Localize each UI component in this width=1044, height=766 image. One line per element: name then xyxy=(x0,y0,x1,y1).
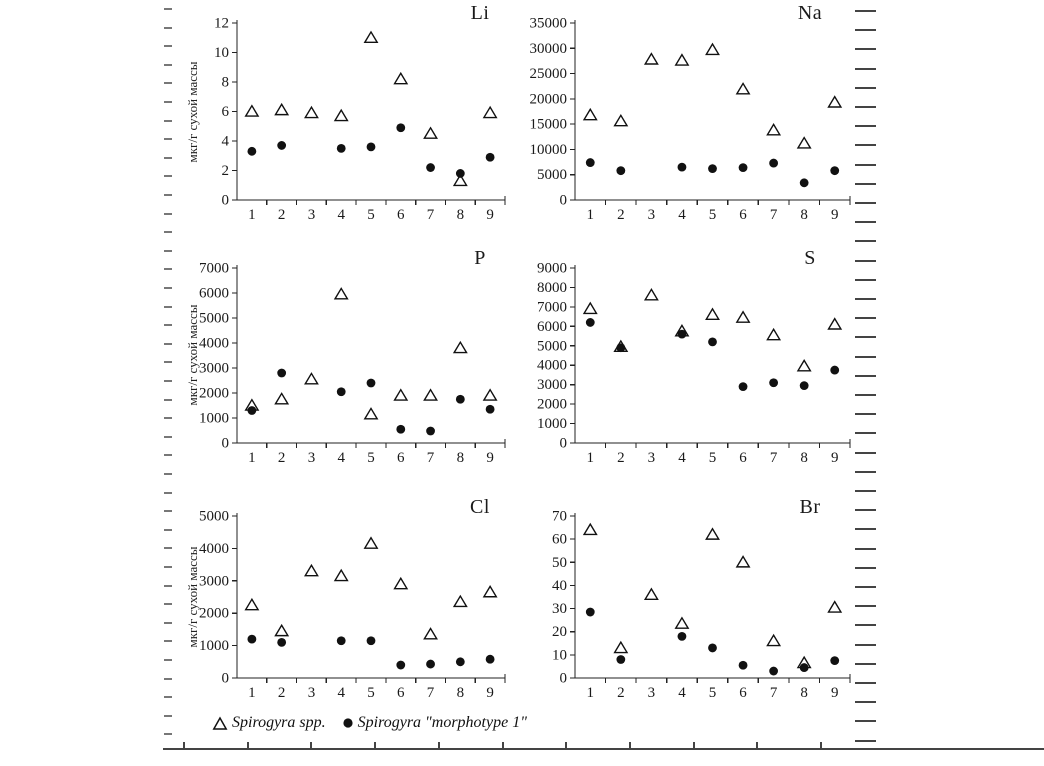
scatter-point-circle xyxy=(426,163,435,172)
axis-tick-label: 6 xyxy=(739,207,747,223)
axis-tick-label: 4000 xyxy=(537,357,567,374)
y-axis-label-li: мкг/г сухой массы xyxy=(185,61,200,163)
axis-tick-label: 1000 xyxy=(537,416,567,433)
axis-tick-label: 0 xyxy=(221,192,229,209)
axis-tick-label: 6000 xyxy=(537,318,567,335)
axis-tick-label: 9 xyxy=(486,685,494,701)
scatter-point-triangle xyxy=(246,106,258,116)
scatter-point-circle xyxy=(616,343,625,352)
axis-tick-label: 3 xyxy=(307,685,316,701)
scatter-point-triangle xyxy=(305,565,317,575)
axis-tick-label: 2 xyxy=(277,450,286,466)
axis-tick-label: 25000 xyxy=(529,66,567,83)
scatter-point-triangle xyxy=(829,97,841,107)
scatter-point-circle xyxy=(678,163,687,172)
scatter-point-circle xyxy=(800,663,809,672)
scatter-point-triangle xyxy=(767,329,779,339)
scatter-point-triangle xyxy=(767,635,779,645)
axis-tick-label: 2000 xyxy=(537,396,567,413)
axis-tick-label: 6 xyxy=(739,685,747,701)
scatter-point-circle xyxy=(586,608,595,617)
axis-tick-label: 3 xyxy=(647,207,656,223)
axis-tick-label: 2000 xyxy=(199,385,229,402)
axis-tick-label: 4 xyxy=(678,207,686,223)
bottom-ruler-tick xyxy=(629,742,631,748)
scatter-point-circle xyxy=(426,427,435,436)
axis-tick-label: 5 xyxy=(367,450,375,466)
axis-tick-label: 9 xyxy=(830,685,839,701)
ruler-tick xyxy=(855,240,876,242)
scatter-point-circle xyxy=(800,178,809,187)
scatter-point-circle xyxy=(247,635,256,644)
axis-tick-label: 3 xyxy=(647,450,656,466)
axis-tick-label: 1000 xyxy=(199,410,229,427)
axis-tick-label: 9000 xyxy=(537,260,567,277)
scatter-point-triangle xyxy=(645,54,657,64)
scatter-point-circle xyxy=(739,382,748,391)
chart-plot-s xyxy=(520,245,860,475)
axis-tick-label: 60 xyxy=(552,531,567,548)
axis-tick-label: 5000 xyxy=(199,508,229,525)
axis-tick-label: 15000 xyxy=(529,116,567,133)
bottom-ruler-line xyxy=(163,748,1044,750)
scatter-point-circle xyxy=(456,657,465,666)
scatter-point-circle xyxy=(486,153,495,162)
scatter-point-circle xyxy=(678,330,687,339)
axis-tick-label: 3000 xyxy=(199,360,229,377)
scatter-point-triangle xyxy=(645,289,657,299)
y-axis-label-p: мкг/г сухой массы xyxy=(185,304,200,406)
y-axis-label-cl: мкг/г сухой массы xyxy=(185,546,200,648)
scatter-point-triangle xyxy=(335,110,347,120)
scatter-point-circle xyxy=(678,632,687,641)
chart-title-br: Br xyxy=(799,496,821,518)
scatter-point-circle xyxy=(769,378,778,387)
axis-tick-label: 70 xyxy=(552,508,567,525)
axis-tick-label: 5000 xyxy=(199,310,229,327)
scatter-point-circle xyxy=(396,123,405,132)
scatter-point-triangle xyxy=(424,128,436,138)
axis-tick-label: 8 xyxy=(456,685,465,701)
legend-item-spirogyra-morphotype-1 xyxy=(342,714,527,732)
scatter-point-triangle xyxy=(584,524,596,534)
axis-tick-label: 4 xyxy=(337,450,345,466)
axis-tick-label: 5 xyxy=(367,685,375,701)
scatter-point-triangle xyxy=(424,628,436,638)
scatter-point-triangle xyxy=(676,55,688,65)
bottom-ruler-tick xyxy=(693,742,695,748)
scatter-point-triangle xyxy=(706,529,718,539)
chart-plot-p xyxy=(160,245,515,475)
axis-tick-label: 9 xyxy=(486,207,494,223)
axis-tick-label: 9 xyxy=(486,450,494,466)
scatter-point-triangle xyxy=(829,319,841,329)
axis-tick-label: 7 xyxy=(769,685,778,701)
scatter-point-circle xyxy=(426,660,435,669)
scatter-point-circle xyxy=(769,159,778,168)
axis-tick-label: 7000 xyxy=(537,299,567,316)
scatter-point-triangle xyxy=(335,570,347,580)
legend-label-spirogyra-spp: Spirogyra spp. xyxy=(232,714,326,731)
axis-tick-label: 6 xyxy=(397,685,405,701)
scatter-point-circle xyxy=(396,661,405,670)
bottom-ruler-tick xyxy=(502,742,504,748)
axis-tick-label: 0 xyxy=(221,435,229,452)
scatter-point-circle xyxy=(616,655,625,664)
axis-tick-label: 35000 xyxy=(529,15,567,32)
scatter-point-circle xyxy=(367,636,376,645)
chart-plot-li xyxy=(160,0,515,232)
scatter-point-triangle xyxy=(335,288,347,298)
bottom-ruler-tick xyxy=(310,742,312,748)
scatter-point-circle xyxy=(277,638,286,647)
axis-tick-label: 2 xyxy=(221,163,229,179)
scatter-point-circle xyxy=(456,169,465,178)
chart-br xyxy=(520,492,860,718)
scatter-point-circle xyxy=(247,147,256,156)
axis-tick-label: 3000 xyxy=(537,377,567,394)
scatter-point-circle xyxy=(456,395,465,404)
scatter-point-triangle xyxy=(798,360,810,370)
axis-tick-label: 30 xyxy=(552,601,567,618)
scatter-point-triangle xyxy=(676,618,688,628)
ruler-tick xyxy=(855,740,876,742)
axis-tick-label: 4 xyxy=(337,685,345,701)
axis-tick-label: 1000 xyxy=(199,638,229,655)
scatter-point-triangle xyxy=(275,104,287,114)
axis-tick-label: 7 xyxy=(426,207,435,223)
scatter-point-triangle xyxy=(615,115,627,125)
axis-tick-label: 8000 xyxy=(537,279,567,296)
chart-na xyxy=(520,0,860,232)
scatter-point-triangle xyxy=(484,586,496,596)
axis-tick-label: 5 xyxy=(708,450,717,466)
scatter-point-triangle xyxy=(305,107,317,117)
chart-plot-br xyxy=(520,492,860,718)
scatter-point-triangle xyxy=(706,44,718,54)
chart-title-p: P xyxy=(474,247,486,269)
axis-tick-label: 9 xyxy=(830,207,839,223)
scatter-point-circle xyxy=(830,656,839,665)
axis-tick-label: 2 xyxy=(617,450,625,466)
chart-title-cl: Cl xyxy=(470,496,490,518)
axis-tick-label: 4000 xyxy=(199,335,229,352)
scatter-point-triangle xyxy=(484,107,496,117)
scatter-point-triangle xyxy=(365,408,377,418)
scatter-point-circle xyxy=(277,369,286,378)
axis-tick-label: 7 xyxy=(769,207,778,223)
scatter-point-triangle xyxy=(365,32,377,42)
axis-tick-label: 4 xyxy=(337,207,345,223)
axis-tick-label: 3 xyxy=(307,207,316,223)
axis-tick-label: 10000 xyxy=(529,141,567,158)
bottom-ruler-tick xyxy=(183,742,185,748)
axis-tick-label: 0 xyxy=(559,670,567,687)
scatter-point-triangle xyxy=(246,599,258,609)
axis-tick-label: 20000 xyxy=(529,91,567,108)
scatter-point-triangle xyxy=(395,578,407,588)
scatter-point-triangle xyxy=(454,342,466,352)
axis-tick-label: 5000 xyxy=(537,338,567,355)
scatter-point-circle xyxy=(396,425,405,434)
axis-tick-label: 4 xyxy=(678,450,686,466)
axis-tick-label: 3 xyxy=(647,685,656,701)
axis-tick-label: 7 xyxy=(426,685,435,701)
axis-tick-label: 8 xyxy=(800,207,808,223)
bottom-ruler-tick xyxy=(820,742,822,748)
axis-tick-label: 3000 xyxy=(199,573,229,590)
scatter-point-circle xyxy=(367,379,376,388)
axis-tick-label: 6 xyxy=(397,207,405,223)
axis-tick-label: 8 xyxy=(800,685,808,701)
scatter-point-circle xyxy=(739,163,748,172)
axis-tick-label: 4 xyxy=(678,685,686,701)
scatter-point-triangle xyxy=(484,390,496,400)
scatter-point-circle xyxy=(247,406,256,415)
bottom-ruler-tick xyxy=(374,742,376,748)
chart-plot-cl xyxy=(160,492,515,718)
scatter-point-triangle xyxy=(424,390,436,400)
chart-plot-na xyxy=(520,0,860,232)
axis-tick-label: 0 xyxy=(221,670,229,687)
scatter-point-triangle xyxy=(798,138,810,148)
axis-tick-label: 20 xyxy=(552,624,567,641)
scatter-point-triangle xyxy=(767,124,779,134)
axis-tick-label: 6 xyxy=(739,450,747,466)
scatter-point-circle xyxy=(830,166,839,175)
axis-tick-label: 7000 xyxy=(199,260,229,277)
scatter-point-triangle xyxy=(737,83,749,93)
scatter-point-triangle xyxy=(365,538,377,548)
axis-tick-label: 2000 xyxy=(199,605,229,622)
legend-label-spirogyra-morphotype-1: Spirogyra "morphotype 1" xyxy=(357,714,527,731)
scatter-point-circle xyxy=(486,655,495,664)
bottom-ruler-tick xyxy=(438,742,440,748)
axis-tick-label: 8 xyxy=(456,450,465,466)
scatter-point-triangle xyxy=(829,602,841,612)
scatter-point-triangle xyxy=(615,642,627,652)
ruler-tick xyxy=(164,733,172,735)
axis-tick-label: 8 xyxy=(456,207,465,223)
axis-tick-label: 1 xyxy=(248,450,256,466)
axis-tick-label: 12 xyxy=(214,15,229,32)
chart-p xyxy=(160,245,515,475)
chart-li xyxy=(160,0,515,232)
scatter-point-triangle xyxy=(737,312,749,322)
scatter-point-circle xyxy=(586,158,595,167)
scatter-point-circle xyxy=(830,366,839,375)
axis-tick-label: 8 xyxy=(221,74,229,91)
axis-tick-label: 4000 xyxy=(199,540,229,557)
axis-tick-label: 2 xyxy=(277,207,286,223)
axis-tick-label: 7 xyxy=(426,450,435,466)
scatter-point-circle xyxy=(800,381,809,390)
axis-tick-label: 9 xyxy=(830,450,839,466)
scatter-point-circle xyxy=(337,144,346,153)
legend xyxy=(212,714,527,732)
axis-tick-label: 1 xyxy=(586,207,595,223)
axis-tick-label: 5 xyxy=(708,207,717,223)
legend-item-spirogyra-spp xyxy=(212,714,326,732)
scatter-point-circle xyxy=(708,164,717,173)
scatter-point-circle xyxy=(337,387,346,396)
scatter-point-circle xyxy=(277,141,286,150)
chart-title-na: Na xyxy=(797,2,823,24)
axis-tick-label: 50 xyxy=(552,554,567,571)
chart-cl xyxy=(160,492,515,718)
bottom-ruler-tick xyxy=(247,742,249,748)
axis-tick-label: 10 xyxy=(214,45,229,61)
axis-tick-label: 0 xyxy=(559,435,567,452)
ruler-tick xyxy=(855,720,876,722)
axis-tick-label: 8 xyxy=(800,450,808,466)
scatter-point-triangle xyxy=(706,309,718,319)
axis-tick-label: 4 xyxy=(221,133,229,150)
scatter-point-triangle xyxy=(275,625,287,635)
scatter-point-circle xyxy=(367,143,376,152)
axis-tick-label: 2 xyxy=(617,685,625,701)
scatter-point-triangle xyxy=(584,109,596,119)
scatter-point-triangle xyxy=(645,589,657,599)
axis-tick-label: 6 xyxy=(397,450,405,466)
axis-tick-label: 7 xyxy=(769,450,778,466)
axis-tick-label: 2 xyxy=(277,685,286,701)
chart-s xyxy=(520,245,860,475)
scatter-point-triangle xyxy=(584,303,596,313)
scatter-point-circle xyxy=(616,166,625,175)
scatter-point-circle xyxy=(337,636,346,645)
chart-title-li: Li xyxy=(470,2,490,24)
axis-tick-label: 5 xyxy=(708,685,717,701)
axis-tick-label: 6000 xyxy=(199,285,229,302)
axis-tick-label: 40 xyxy=(552,577,567,594)
scatter-point-circle xyxy=(586,318,595,327)
chart-title-s: S xyxy=(804,247,816,269)
bottom-ruler-tick xyxy=(756,742,758,748)
axis-tick-label: 2 xyxy=(617,207,625,223)
axis-tick-label: 1 xyxy=(248,207,256,223)
axis-tick-label: 5 xyxy=(367,207,375,223)
scatter-point-triangle xyxy=(737,556,749,566)
scatter-point-triangle xyxy=(395,390,407,400)
scatter-point-circle xyxy=(486,405,495,414)
axis-tick-label: 0 xyxy=(559,192,567,209)
axis-tick-label: 1 xyxy=(586,450,595,466)
axis-tick-label: 1 xyxy=(248,685,256,701)
triangle-marker-icon xyxy=(212,716,228,731)
scatter-point-circle xyxy=(708,337,717,346)
axis-tick-label: 10 xyxy=(552,647,567,664)
bottom-ruler-tick xyxy=(565,742,567,748)
scatter-point-triangle xyxy=(395,73,407,83)
axis-tick-label: 6 xyxy=(221,104,229,120)
axis-tick-label: 30000 xyxy=(529,40,567,57)
scatter-point-circle xyxy=(739,661,748,670)
scatter-point-circle xyxy=(769,667,778,676)
scatter-point-circle xyxy=(708,644,717,653)
circle-marker-icon xyxy=(342,717,354,729)
axis-tick-label: 5000 xyxy=(537,167,567,184)
scatter-point-triangle xyxy=(454,596,466,606)
scatter-point-triangle xyxy=(305,373,317,383)
axis-tick-label: 1 xyxy=(586,685,595,701)
scatter-point-triangle xyxy=(275,393,287,403)
axis-tick-label: 3 xyxy=(307,450,316,466)
